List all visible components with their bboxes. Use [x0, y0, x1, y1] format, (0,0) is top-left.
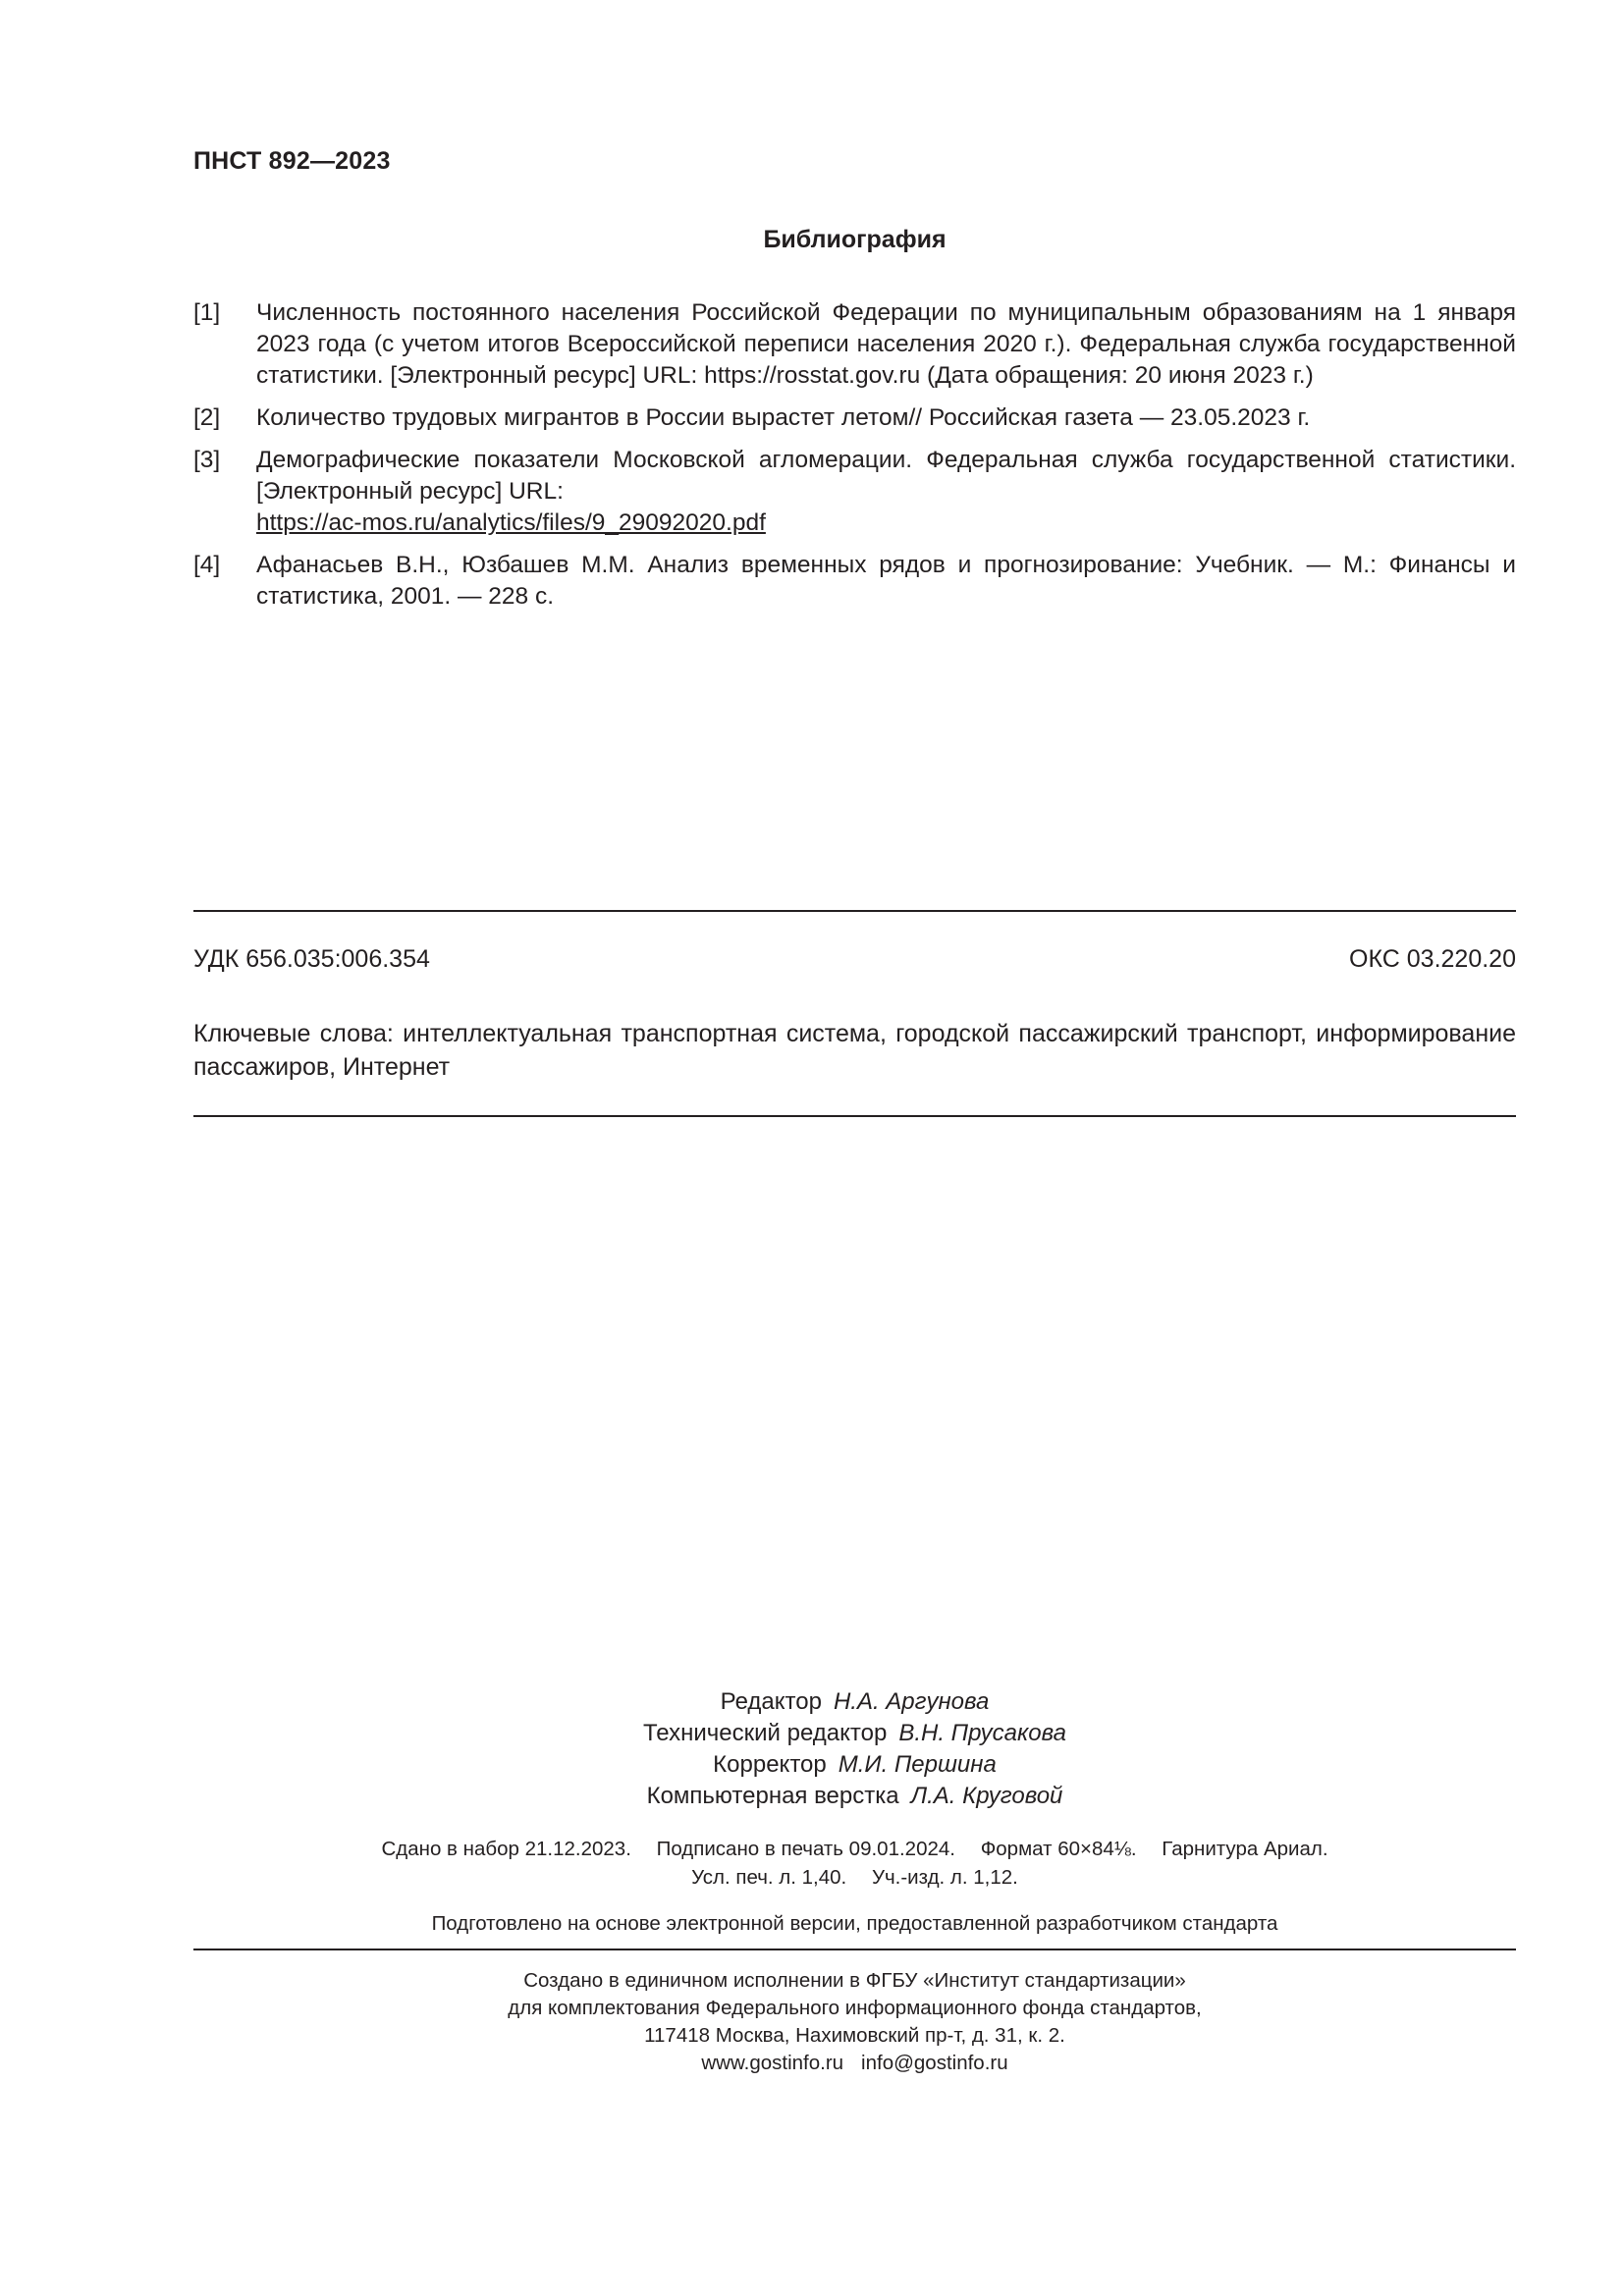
- bibliography-item-text: Численность постоянного населения Российской Федерации по муниципальным образованиям на 1 января 2023 года (с учетом итогов Всероссийской переписи населения 2020 г.). Федеральная служба государственной статистики. [Электронный ресурс] URL: https://rosstat.gov.ru (Дата обращения: 20 июня 2023 г.): [256, 299, 1516, 389]
- bibliography-item: [193, 445, 1516, 539]
- prepared-note: Подготовлено на основе электронной версии, предоставленной разработчиком стандарта: [431, 1912, 1278, 1935]
- divider-middle: [193, 1115, 1516, 1117]
- oks-code: ОКС 03.220.20: [1349, 945, 1516, 973]
- bibliography-item-number: [3]: [193, 447, 221, 473]
- divider-top: [193, 910, 1516, 912]
- print-sheets: Усл. печ. л. 1,40.: [691, 1866, 847, 1889]
- standard-code: ПНСТ 892—2023: [193, 147, 391, 175]
- credit-person: Н.А. Аргунова: [833, 1688, 990, 1715]
- bibliography-item-body: [256, 445, 1516, 539]
- credits-block: [193, 1686, 1516, 1812]
- email-link[interactable]: info@gostinfo.ru: [861, 2052, 1008, 2074]
- bibliography-item: [193, 550, 1516, 613]
- credit-proofreader: [193, 1749, 1516, 1781]
- print-info-line: [193, 1835, 1516, 1863]
- bibliography-item: [193, 297, 1516, 392]
- credit-label: Корректор: [713, 1751, 827, 1778]
- bibliography-item-number: [4]: [193, 552, 221, 578]
- bibliography-item-link[interactable]: https://ac-mos.ru/analytics/files/9_29092020.pdf: [256, 509, 766, 536]
- publisher-address: 117418 Москва, Нахимовский пр-т, д. 31, к. 2.: [644, 2024, 1065, 2047]
- credit-editor: [193, 1686, 1516, 1718]
- udk-code: УДК 656.035:006.354: [193, 945, 430, 973]
- keywords: Ключевые слова: интеллектуальная транспортная система, городской пассажирский транспорт, информирование пассажиров, Интернет: [193, 1020, 1516, 1081]
- divider-bottom: [193, 1949, 1516, 1950]
- bibliography-item: [193, 402, 1516, 434]
- publisher-line: для комплектования Федерального информационного фонда стандартов,: [508, 1997, 1202, 2019]
- website-link[interactable]: www.gostinfo.ru: [701, 2052, 844, 2074]
- bibliography-item-text: Демографические показатели Московской агломерации. Федеральная служба государственной статистики. [Электронный ресурс] URL:: [256, 447, 1516, 505]
- publisher-contacts: [193, 2050, 1516, 2077]
- paper-format: Формат 60×84⅛.: [980, 1838, 1137, 1860]
- credit-tech-editor: [193, 1718, 1516, 1749]
- print-info-line: [193, 1863, 1516, 1892]
- typeface: Гарнитура Ариал.: [1162, 1838, 1328, 1860]
- credit-label: Редактор: [720, 1688, 822, 1715]
- submitted-date: Сдано в набор 21.12.2023.: [381, 1838, 631, 1860]
- credit-person: М.И. Першина: [838, 1751, 997, 1778]
- signed-date: Подписано в печать 09.01.2024.: [656, 1838, 955, 1860]
- credit-label: Компьютерная верстка: [646, 1783, 899, 1809]
- credit-layout: [193, 1781, 1516, 1812]
- bibliography-item-number: [1]: [193, 299, 221, 326]
- print-info: [193, 1835, 1516, 1892]
- credit-person: В.Н. Прусакова: [898, 1720, 1066, 1746]
- bibliography-title: Библиография: [763, 226, 947, 253]
- bibliography-item-number: [2]: [193, 404, 221, 431]
- bibliography-item-text: Количество трудовых мигрантов в России вырастет летом// Российская газета — 23.05.2023 г.: [256, 404, 1311, 431]
- publishing-sheets: Уч.-изд. л. 1,12.: [871, 1866, 1018, 1889]
- bibliography-list: [193, 297, 1516, 623]
- credit-person: Л.А. Круговой: [910, 1783, 1063, 1809]
- publisher-line: Создано в единичном исполнении в ФГБУ «Институт стандартизации»: [523, 1969, 1186, 1992]
- publisher-block: [193, 1967, 1516, 2077]
- bibliography-item-text: Афанасьев В.Н., Юзбашев М.М. Анализ временных рядов и прогнозирование: Учебник. — М.: Финансы и статистика, 2001. — 228 с.: [256, 552, 1516, 610]
- credit-label: Технический редактор: [642, 1720, 888, 1746]
